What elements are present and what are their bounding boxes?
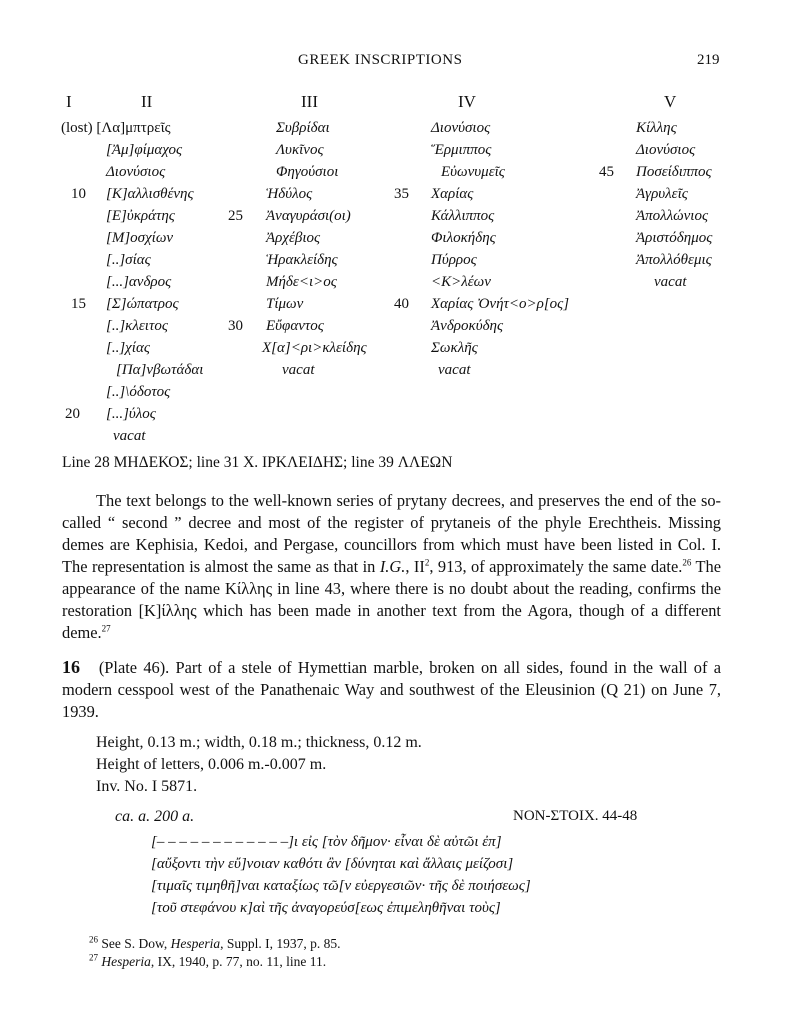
footnote-text: , Suppl. I, 1937, p. 85. [220,936,341,951]
column-4-line: Ἀνδροκύδης [431,318,504,334]
date: ca. a. 200 a. [115,808,195,825]
column-1-line: [Ε]ὐκράτης [106,208,175,224]
column-1-line: [Πα]νβωτάδαι [116,362,204,378]
column-1-line: [...]ύλος [106,406,156,422]
column-1-line: [..]\όδοτος [106,384,171,400]
inscription-line: [τοῦ στεφάνου κ]αὶ τῆς ἀναγορεύσ[εως ἐπιμεληθῆναι τοὺς] [151,900,501,916]
column-3-line: Χ[α]<ρι>κλείδης [262,340,367,356]
line-number: 35 [394,186,409,202]
commentary-ig: I.G. [379,557,406,576]
letter-height: Height of letters, 0.006 m.-0.007 m. [96,756,327,773]
line-number: 40 [394,296,409,312]
column-3-line: Μήδε<ι>ος [266,274,337,290]
column-heading-2: II [141,92,153,111]
column-3-line: Εὔφαντος [266,318,324,334]
line-number: 30 [228,318,243,334]
column-3-line: Λυκῖνος [276,142,324,158]
column-1-line: [Σ]ώπατρος [106,296,179,312]
footnote-ref-26: 26 [682,557,692,568]
vacat: vacat [654,274,687,290]
footnote-journal: Hesperia [170,936,221,951]
commentary-text: The text belongs to the well-known series of prytany decrees, and preserves the end of the so-called “ second ” decree and most of the register of prytaneis of the phyle Erechtheis. Missing demes are Kephisia, Kedoi, and Pergase, councillors from which must have been listed in Col. I. The representation is almost the same as that in [62,491,721,576]
inscription-line: [– – – – – – – – – – – –]ι εἰς [τὸν δῆμον· εἶναι δὲ αὐτῶι ἐπ] [151,834,502,850]
dimensions: Height, 0.13 m.; width, 0.18 m.; thickness, 0.12 m. [96,734,422,751]
line-number: 45 [599,164,614,180]
column-4-line: Εὐωνυμεῖς [441,164,505,180]
column-3-line: Ἀναγυράσι(οι) [266,208,351,224]
running-head: GREEK INSCRIPTIONS [298,52,463,68]
footnote-number: 26 [89,934,98,945]
footnote-27 [89,954,326,970]
critical-apparatus: Line 28 ΜΗΔΕΚΟΣ; line 31 Χ. ΙΡΚΛΕΙΔΗΣ; line 39 ΛΛΕΩΝ [62,454,453,471]
stoichedon-note: NON-ΣΤΟΙΧ. 44-48 [513,808,638,824]
column-heading-3: III [301,92,318,111]
entry-16-text: (Plate 46). Part of a stele of Hymettian marble, broken on all sides, found in the wall of a modern cesspool west of the Panathenaic Way and southwest of the Eleusinion (Q 21) on June 7, 1939. [62,658,721,721]
page-number: 219 [697,52,720,68]
column-4-line: Φιλοκήδης [431,230,496,246]
column-3-line: Ἡρακλείδης [266,252,338,268]
footnote-text: See S. Dow, [101,936,171,951]
column-4-line: Χαρίας [431,186,474,202]
inscription-line: [αὔξοντι τὴν εὔ]νοιαν καθότι ἂν [δύνηται καὶ ἄλλαις μείζοσι] [151,856,514,872]
column-5-line: Ἀπολλόθεμις [636,252,712,268]
vacat: vacat [438,362,471,378]
column-1-line: [Μ]οσχίων [106,230,174,246]
column-5-line: Διονύσιος [636,142,696,158]
column-1-line: [..]κλειτος [106,318,168,334]
commentary-text: , II [405,557,425,576]
commentary-text: The appearance of the name Κίλλης in line 43, where there is no doubt about the reading, confirms the restoration [Κ]ίλλης which has been made in another text from the Agora, though of a different deme. [62,557,721,642]
entry-16-description [62,656,721,723]
line-number: 10 [71,186,86,202]
column-4-line: Διονύσιος [431,120,491,136]
commentary-text: , 913, of approximately the same date. [429,557,683,576]
vacat: vacat [282,362,315,378]
column-3-line: Φηγούσιοι [276,164,339,180]
commentary-paragraph [62,490,721,644]
column-3-line: Ἀρχέβιος [266,230,321,246]
inscription-line: [τιμαῖς τιμηθῆ]ναι καταξίως τῶ[ν εὐεργεσιῶν· τῆς δὲ ποιήσεως] [151,878,531,894]
column-heading-1: I [66,92,72,111]
footnote-number: 27 [89,952,98,963]
footnote-26 [89,936,341,952]
column-3-line: Τίμων [266,296,304,312]
column-4-line: Πύρρος [431,252,477,268]
entry-number: 16 [62,657,80,677]
column-4-line: Σωκλῆς [431,340,478,356]
line-number: 20 [65,406,80,422]
column-4-line: Χαρίας Ὀνήτ<ο>ρ[ος] [431,296,570,312]
footnote-ref-27: 27 [101,623,111,634]
column-1-line: [Ἀμ]φίμαχος [106,142,183,158]
column-5-line: Ἀγρυλεῖς [636,186,688,202]
vacat: vacat [113,428,146,444]
footnote-text: , IX, 1940, p. 77, no. 11, line 11. [150,954,327,969]
column-heading-4: IV [458,92,476,111]
column-4-line: Ἕρμιππος [431,142,492,158]
column-3-line: Ἡδύλος [266,186,313,202]
column-5-line: Ἀπολλώνιος [636,208,709,224]
column-5-line: Ἀριστόδημος [636,230,713,246]
column-5-line: Ποσείδιππος [636,164,712,180]
column-3-line: Συβρίδαι [276,120,330,136]
column-4-line: <Κ>λέων [431,274,491,290]
column-1-line: Διονύσιος [106,164,166,180]
column-1-line: [...]ανδρος [106,274,172,290]
column-1-line: (lost) [Λα]μπτρεῖς [61,120,171,136]
line-number: 15 [71,296,86,312]
line-number: 25 [228,208,243,224]
column-1-line: [..]χίας [106,340,150,356]
superscript: 2 [424,557,430,568]
inventory-number: Inv. No. I 5871. [96,778,198,795]
column-1-line: [Κ]αλλισθένης [106,186,194,202]
column-1-line: [..]σίας [106,252,151,268]
page-header [0,52,789,74]
footnote-journal: Hesperia [101,954,151,969]
column-5-line: Κίλλης [636,120,677,136]
column-4-line: Κάλλιππος [431,208,495,224]
column-heading-5: V [664,92,677,111]
